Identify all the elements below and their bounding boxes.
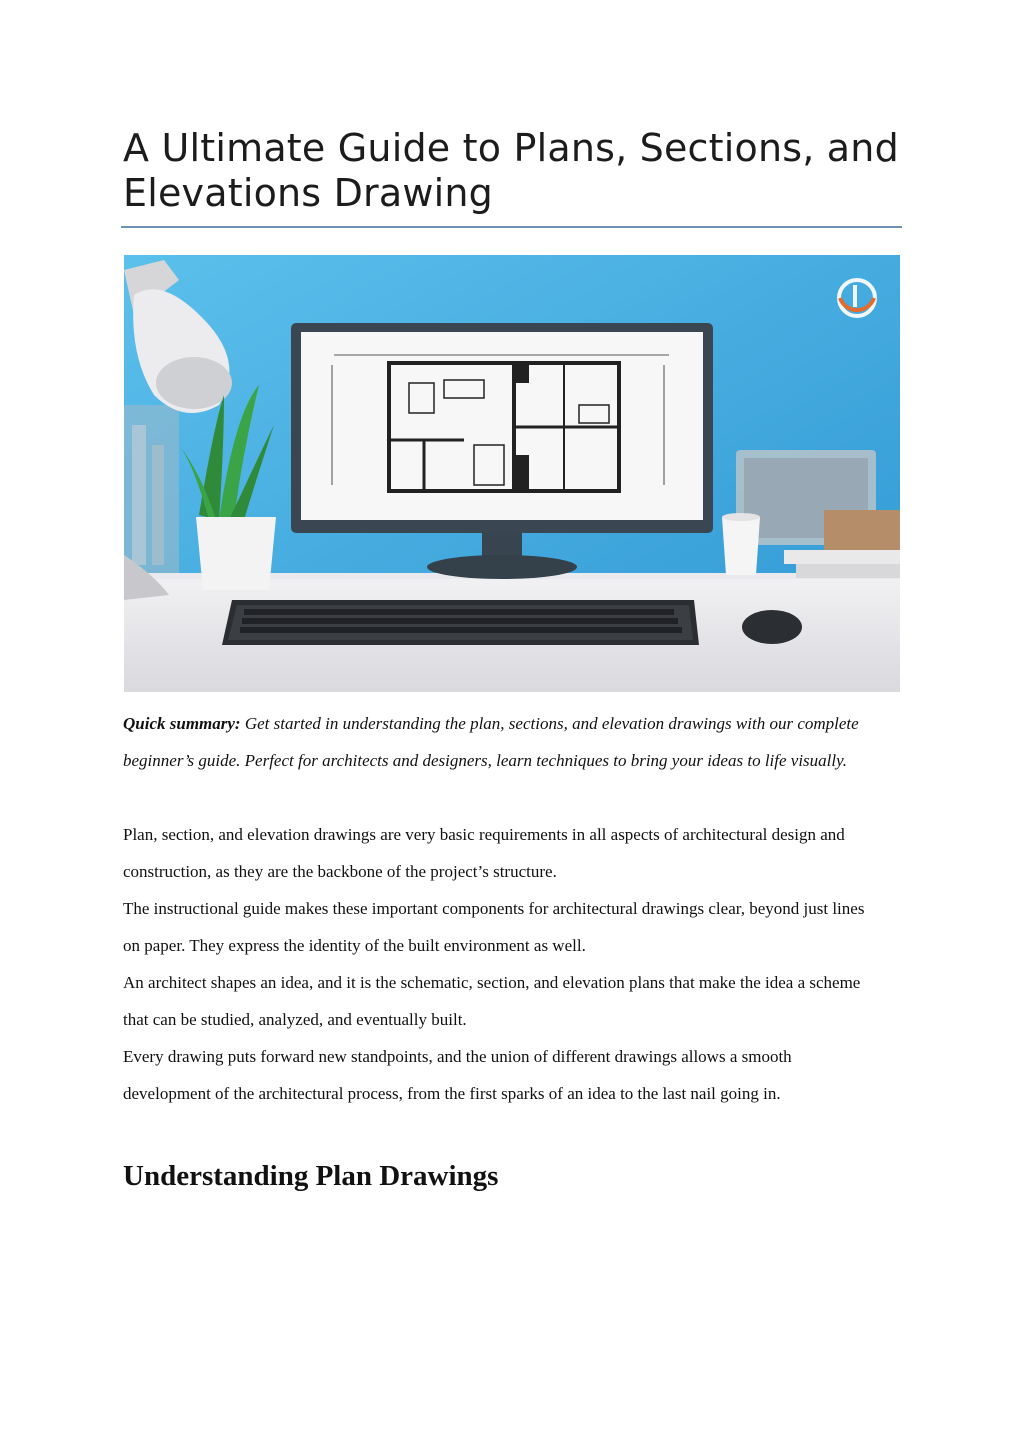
paragraph-2: The instructional guide makes these important components for architectural drawings clear, beyond just lines on paper. They express the identity of the built environment as well. <box>123 899 865 955</box>
quick-summary <box>123 705 883 779</box>
keyboard <box>222 600 699 645</box>
desk-accessories <box>722 450 900 578</box>
summary-text: Get started in understanding the plan, sections, and elevation drawings with our complete beginner’s guide. Perfect for architects and designers, learn techniques to bring your ideas to life visually. <box>123 714 859 770</box>
paragraph-4: Every drawing puts forward new standpoints, and the union of different drawings allows a smooth development of the architectural process, from the first sparks of an idea to the last nail going in. <box>123 1047 792 1103</box>
title-divider <box>121 226 902 228</box>
page-title: A Ultimate Guide to Plans, Sections, and Elevations Drawing <box>123 126 899 215</box>
summary-label: Quick summary: <box>123 714 241 733</box>
paragraph-3: An architect shapes an idea, and it is the schematic, section, and elevation plans that make the idea a scheme that can be studied, analyzed, and eventually built. <box>123 973 861 1029</box>
hero-image <box>124 255 900 692</box>
mouse <box>742 610 802 644</box>
paragraph-1: Plan, section, and elevation drawings are very basic requirements in all aspects of architectural design and construction, as they are the backbone of the project’s structure. <box>123 825 845 881</box>
section-heading: Understanding Plan Drawings <box>123 1160 499 1192</box>
hero-illustration <box>124 255 900 692</box>
